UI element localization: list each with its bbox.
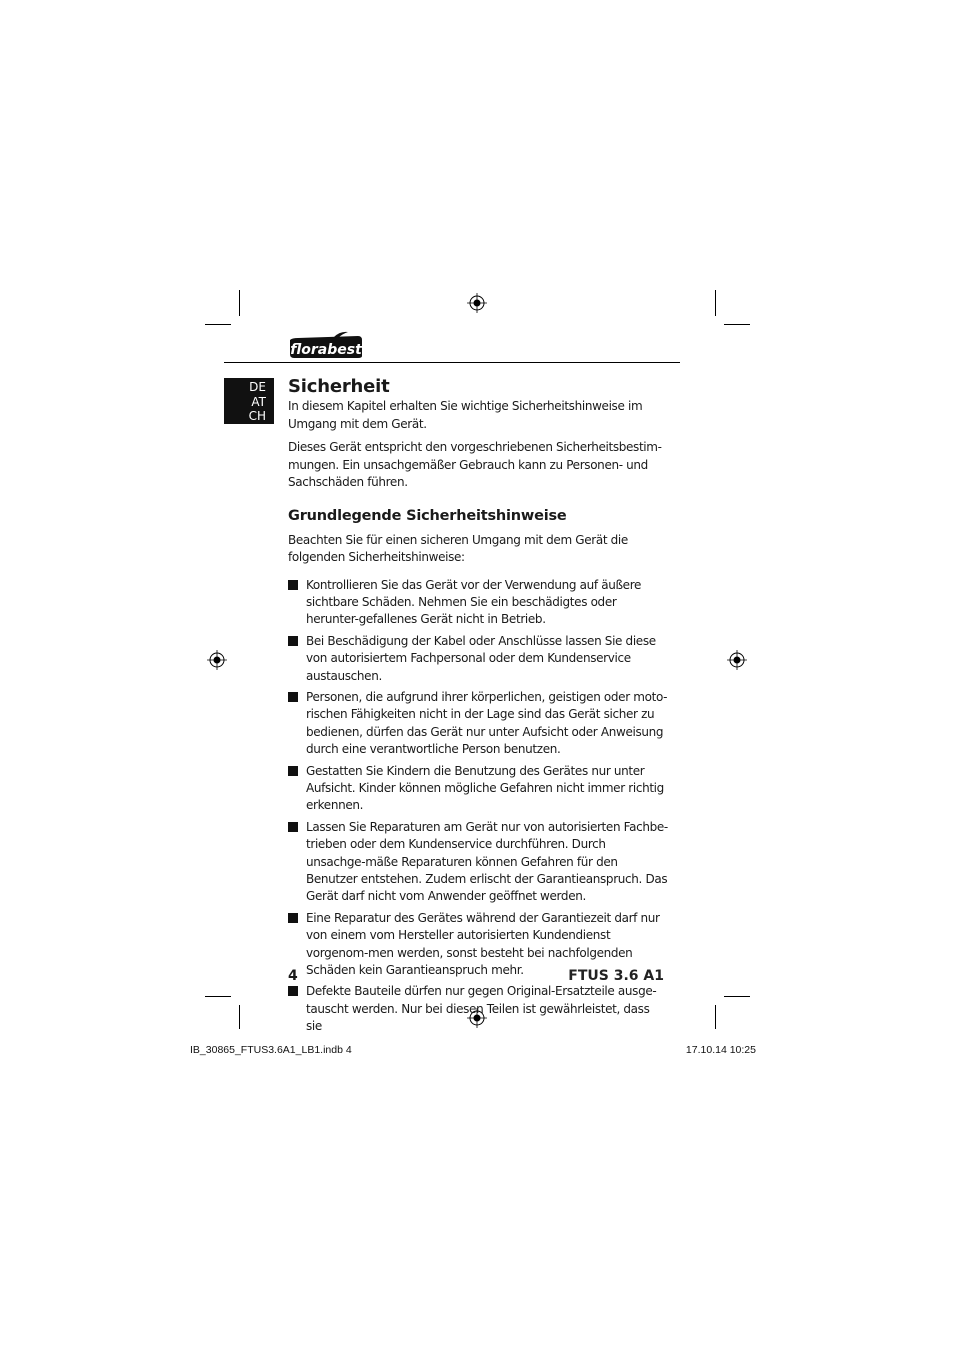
list-item (288, 819, 668, 906)
print-slug-file: IB_30865_FTUS3.6A1_LB1.indb 4 (190, 1044, 352, 1056)
print-slug-datetime: 17.10.14 10:25 (685, 1044, 756, 1056)
subsection-title: Grundlegende Sicherheitshinweise (288, 507, 567, 524)
list-item (288, 633, 668, 685)
list-item-text: Bei Beschädigung der Kabel oder Anschlüsse lassen Sie diese von autorisiertem Fachpersonal oder dem Kundenservice austauschen. (306, 633, 656, 683)
list-item-text: Defekte Bauteile dürfen nur gegen Original-Ersatzteile ausge-tauscht werden. Nur bei diesen Teilen ist gewährleistet, dass sie (306, 984, 657, 1034)
florabest-logo (288, 330, 364, 360)
crop-mark (715, 290, 716, 316)
list-item-text: Eine Reparatur des Gerätes während der Garantiezeit darf nur von einem vom Hersteller autorisierten Kundendienst vorgenom-men werden, sonst besteht bei nachfolgenden Schäden kein Garantieanspruch mehr. (306, 910, 660, 978)
list-item-text: Personen, die aufgrund ihrer körperlichen, geistigen oder moto-rischen Fähigkeiten nicht in der Lage sind das Gerät sicher zu bedienen, dürfen das Gerät nur unter Aufsicht oder Anweisung durch eine verantwortliche Person benutzen. (306, 689, 668, 757)
crop-mark (715, 1005, 716, 1029)
crop-mark (239, 290, 240, 316)
header-rule (224, 362, 680, 363)
list-item (288, 577, 668, 629)
lead-paragraph: Beachten Sie für einen sicheren Umgang mit dem Gerät die folgenden Sicherheitshinweise: (288, 532, 628, 564)
language-code: AT (251, 394, 266, 409)
crop-mark (724, 996, 750, 997)
bullet-square-icon (288, 580, 298, 590)
list-item-text: Lassen Sie Reparaturen am Gerät nur von autorisierten Fachbe-trieben oder dem Kundenservice durchführen. Durch unsachge-mäße Reparaturen können Gefahren für den Benutzer entstehen. Zudem erlischt der Garantieanspruch. Das Gerät darf nicht vom Anwender geöffnet werden. (306, 819, 668, 904)
model-number: FTUS 3.6 A1 (568, 968, 664, 984)
bullet-square-icon (288, 913, 298, 923)
crop-mark (724, 324, 750, 325)
logo-text: florabest (290, 342, 362, 358)
bullet-square-icon (288, 692, 298, 702)
crop-mark (205, 996, 231, 997)
safety-list (288, 577, 668, 1036)
registration-mark-icon (467, 293, 487, 313)
crop-mark (239, 1005, 240, 1029)
intro-paragraph: In diesem Kapitel erhalten Sie wichtige Sicherheitshinweise im Umgang mit dem Gerät. (288, 399, 643, 431)
section-title: Sicherheit (288, 376, 390, 397)
bullet-square-icon (288, 822, 298, 832)
bullet-square-icon (288, 636, 298, 646)
list-item (288, 689, 668, 759)
registration-mark-icon (207, 650, 227, 670)
language-badge (224, 378, 274, 424)
intro-paragraph: Dieses Gerät entspricht den vorgeschriebenen Sicherheitsbestim-mungen. Ein unsachgemäßer Gebrauch kann zu Personen- und Sachschäden führen. (288, 440, 662, 489)
page-content (288, 376, 668, 1040)
list-item-text: Kontrollieren Sie das Gerät vor der Verwendung auf äußere sichtbare Schäden. Nehmen Sie ein beschädigtes oder herunter-gefallenes Gerät nicht in Betrieb. (306, 577, 642, 627)
registration-mark-icon (727, 650, 747, 670)
language-code: DE (249, 380, 266, 394)
language-code: CH (248, 409, 266, 423)
bullet-square-icon (288, 766, 298, 776)
list-item (288, 983, 668, 1035)
bullet-square-icon (288, 986, 298, 996)
crop-mark (205, 324, 231, 325)
list-item (288, 763, 668, 815)
page-number: 4 (288, 968, 298, 984)
list-item-text: Gestatten Sie Kindern die Benutzung des Gerätes nur unter Aufsicht. Kinder können mögliche Gefahren nicht immer richtig erkennen. (306, 763, 664, 813)
